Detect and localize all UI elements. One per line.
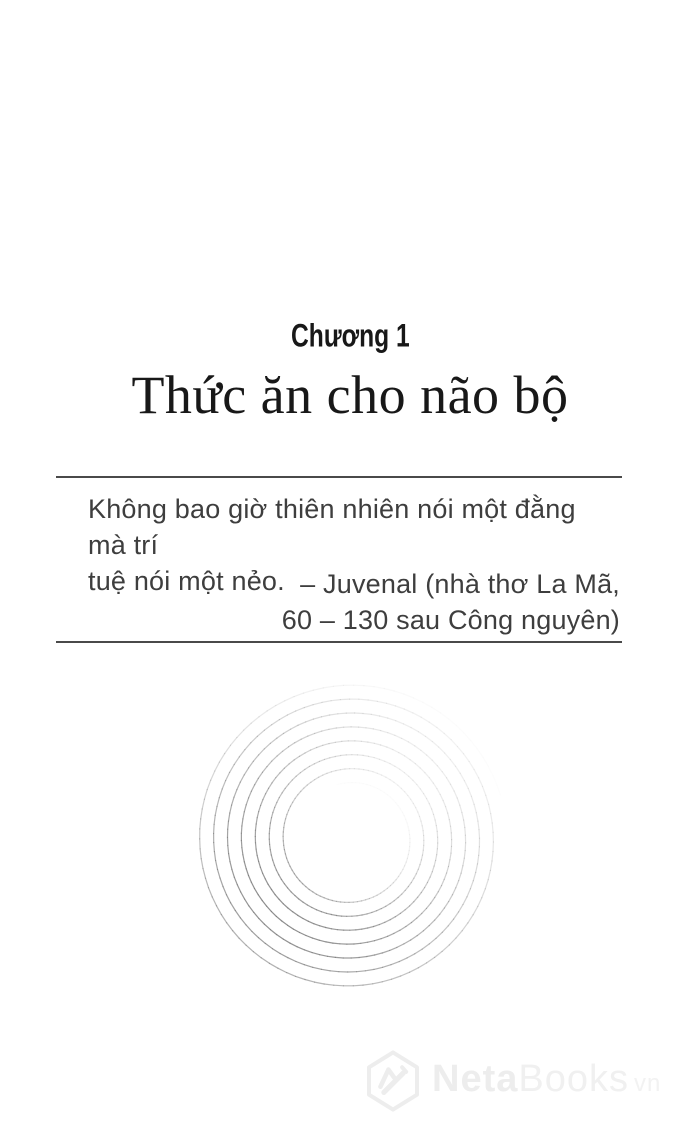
watermark-brand-neta: Neta [432,1057,519,1100]
attribution-line: 60 – 130 sau Công nguyên) [281,605,620,635]
quote-line: Không bao giờ thiên nhiên nói một đằng mà trí [88,494,576,560]
watermark-brand-books: Books [518,1057,629,1100]
attribution-line: – Juvenal (nhà thơ La Mã, [300,569,620,599]
netabooks-hexagon-logo-icon [364,1049,422,1113]
spiral-ornament [180,669,520,1009]
watermark-brand-vn: vn [634,1069,662,1097]
chapter-label-text: Chương 1 [290,318,410,355]
chapter-title: Thức ăn cho não bộ [131,365,569,425]
watermark-brand-text [432,1040,661,1121]
chapter-label [0,320,700,354]
quote-divider-bottom [56,641,622,643]
quote-attribution [88,566,620,638]
spiral-icon [180,669,520,1009]
quote-line: tuệ nói một nẻo. [88,566,285,596]
netabooks-watermark [364,1042,661,1120]
quote-divider-top [56,476,622,478]
